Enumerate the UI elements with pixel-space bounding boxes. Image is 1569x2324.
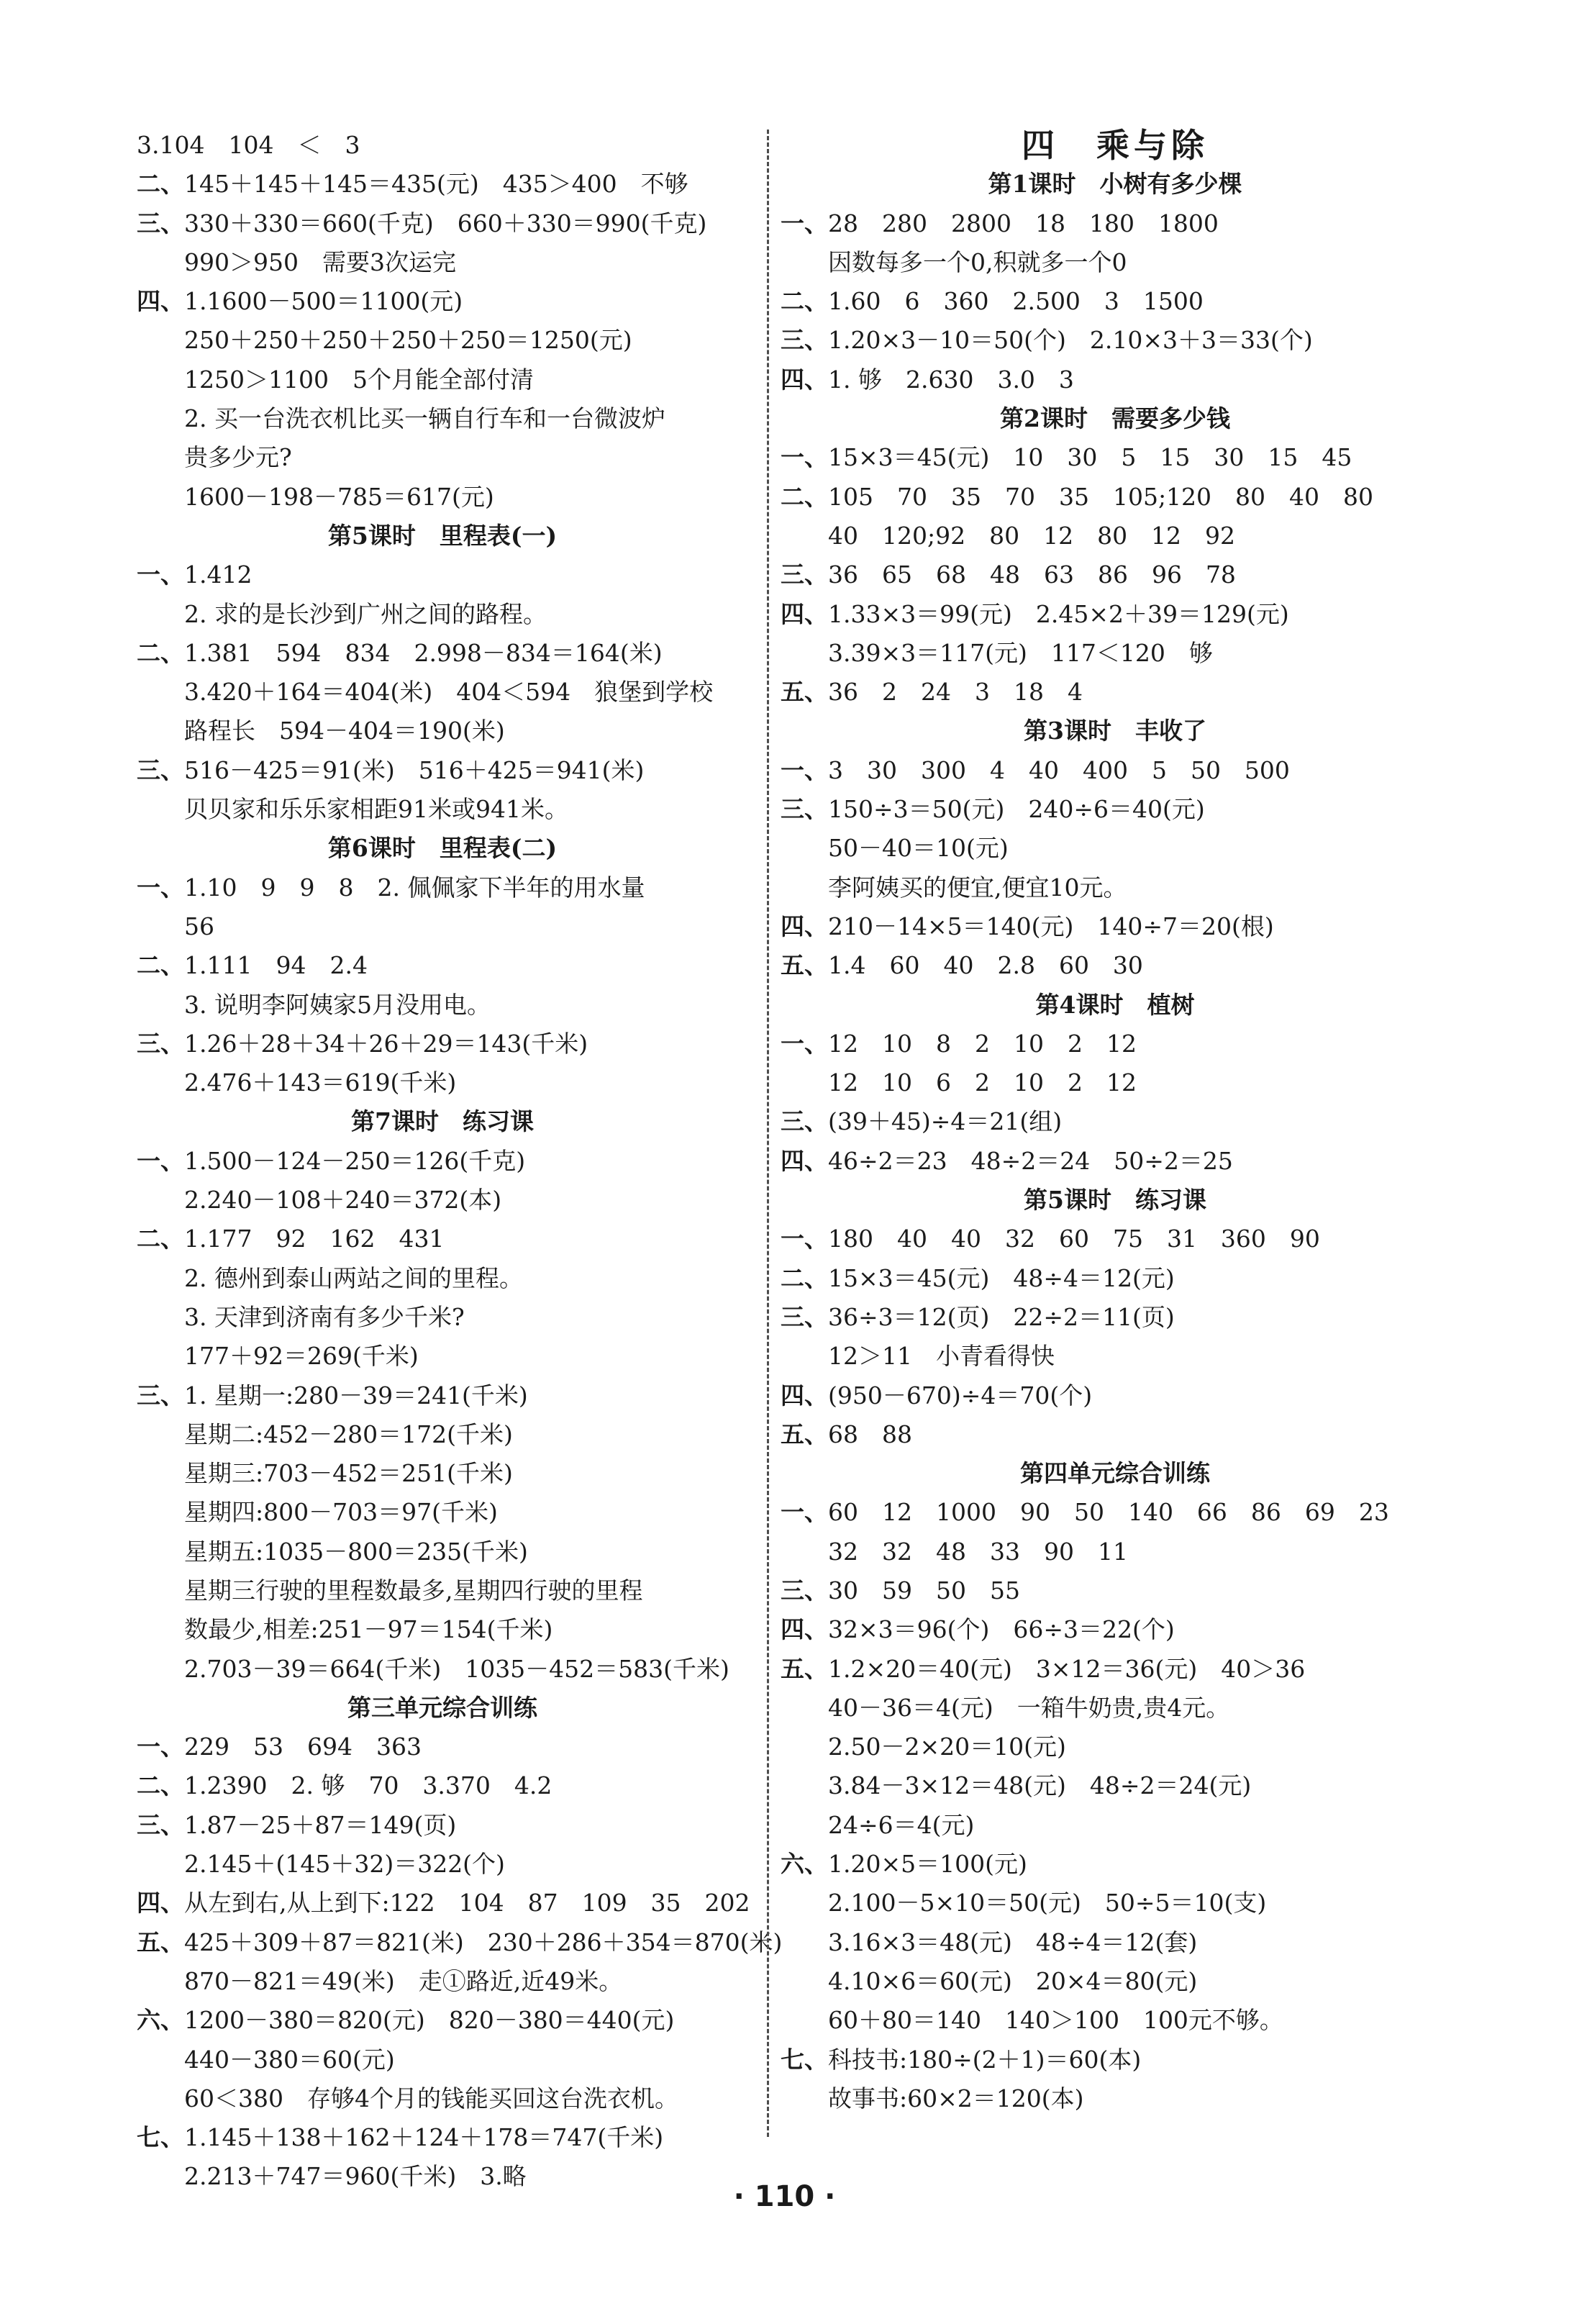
- section-heading: 第2课时 需要多少钱: [1000, 404, 1230, 433]
- answer-text: 星期四:800－703＝97(千米): [184, 1498, 498, 1527]
- answer-text: 440－380＝60(元): [184, 2045, 395, 2074]
- answer-line: [781, 1259, 1450, 1298]
- answer-line: [137, 673, 748, 712]
- question-number: 五、: [781, 1420, 828, 1448]
- answer-text: 3.84－3×12＝48(元) 48÷2＝24(元): [828, 1771, 1252, 1800]
- question-number: 二、: [137, 170, 184, 199]
- answer-text: 177＋92＝269(千米): [184, 1342, 419, 1371]
- answer-line: [781, 1845, 1450, 1884]
- question-number: 六、: [781, 1850, 828, 1879]
- answer-line: [137, 1063, 748, 1102]
- answer-text: 60＜380 存够4个月的钱能买回这台洗衣机。: [184, 2084, 678, 2112]
- answer-line: [781, 1493, 1450, 1532]
- answer-text: 3.16×3＝48(元) 48÷4＝12(套): [828, 1928, 1198, 1956]
- answer-text: 2. 求的是长沙到广州之间的路程。: [184, 599, 547, 628]
- question-number: 五、: [781, 1654, 828, 1683]
- answer-line: [781, 1220, 1450, 1258]
- answer-line: [137, 1181, 748, 1220]
- answer-line: [137, 634, 748, 673]
- answer-line: [781, 1102, 1450, 1141]
- section-heading: 第三单元综合训练: [347, 1693, 537, 1722]
- answer-text: 1.111 94 2.4: [184, 951, 368, 980]
- answer-line: [137, 1454, 748, 1493]
- answer-line: [781, 790, 1450, 829]
- answer-text: (39＋45)÷4＝21(组): [828, 1107, 1063, 1136]
- answer-text: 150÷3＝50(元) 240÷6＝40(元): [828, 795, 1205, 824]
- answer-line: [781, 1650, 1450, 1689]
- answer-text: 2.145＋(145＋32)＝322(个): [184, 1850, 505, 1879]
- answer-text: 990＞950 需要3次运完: [184, 248, 456, 276]
- answer-text: 1.381 594 834 2.998－834＝164(米): [184, 638, 663, 667]
- question-number: 四、: [137, 287, 184, 316]
- answer-line: [137, 243, 748, 282]
- answer-line: [781, 1063, 1450, 1102]
- question-number: 二、: [137, 1225, 184, 1253]
- answer-text: 210－14×5＝140(元) 140÷7＝20(根): [828, 912, 1274, 940]
- question-number: 四、: [781, 1146, 828, 1175]
- answer-line: [781, 1806, 1450, 1845]
- answer-line: [781, 478, 1450, 517]
- answer-text: 贝贝家和乐乐家相距91米或941米。: [184, 795, 568, 824]
- answer-text: 30 59 50 55: [828, 1576, 1020, 1604]
- answer-text: 数最少,相差:251－97＝154(千米): [184, 1615, 553, 1644]
- section-heading: 第四单元综合训练: [1020, 1459, 1210, 1488]
- answer-line: [137, 1923, 783, 1962]
- answer-text: 1.26＋28＋34＋26＋29＝143(千米): [184, 1029, 588, 1058]
- answer-text: 1. 星期一:280－39＝241(千米): [184, 1381, 528, 1410]
- answer-text: 李阿姨买的便宜,便宜10元。: [828, 873, 1127, 902]
- answer-line: [137, 1650, 748, 1689]
- question-number: 一、: [781, 209, 828, 237]
- answer-text: 60 12 1000 90 50 140 66 86 69 23: [828, 1498, 1389, 1527]
- answer-text: 250＋250＋250＋250＋250＝1250(元): [184, 326, 632, 355]
- answer-line: [137, 1962, 748, 2001]
- right-answer-column: [781, 126, 1450, 2118]
- question-number: 二、: [137, 638, 184, 667]
- answer-line: [781, 1142, 1450, 1181]
- column-divider: [767, 130, 769, 2137]
- answer-text: 2. 德州到泰山两站之间的里程。: [184, 1263, 523, 1292]
- question-number: 四、: [781, 365, 828, 394]
- answer-line: [137, 1533, 748, 1571]
- answer-line: [781, 673, 1450, 712]
- section-heading: 第3课时 丰收了: [1024, 717, 1206, 745]
- answer-text: 145＋145＋145＝435(元) 435＞400 不够: [184, 170, 688, 199]
- answer-line: [781, 204, 1450, 243]
- section-heading: 第7课时 练习课: [351, 1107, 534, 1136]
- answer-line: [137, 946, 748, 985]
- answer-text: 星期五:1035－800＝235(千米): [184, 1537, 528, 1566]
- answer-text: 1.60 6 360 2.500 3 1500: [828, 287, 1204, 316]
- answer-line: [781, 1025, 1450, 1063]
- answer-line: [137, 2041, 748, 2079]
- question-number: 一、: [137, 1146, 184, 1175]
- question-number: 三、: [781, 1302, 828, 1331]
- answer-text: 15×3＝45(元) 48÷4＝12(元): [828, 1263, 1175, 1292]
- question-number: 七、: [781, 2045, 828, 2074]
- question-number: 四、: [781, 599, 828, 628]
- answer-line: [137, 2001, 748, 2040]
- answer-text: 星期三:703－452＝251(千米): [184, 1459, 513, 1488]
- answer-text: 1.177 92 162 431: [184, 1225, 445, 1253]
- question-number: 三、: [137, 755, 184, 784]
- question-number: 三、: [137, 1381, 184, 1410]
- answer-text: 425＋309＋87＝821(米) 230＋286＋354＝870(米): [184, 1928, 783, 1956]
- answer-text: 1.2390 2. 够 70 3.370 4.2: [184, 1771, 552, 1800]
- answer-text: 2.703－39＝664(千米) 1035－452＝583(千米): [184, 1654, 729, 1683]
- answer-text: 68 88: [828, 1420, 912, 1448]
- answer-line: [137, 165, 748, 204]
- answer-text: 4.10×6＝60(元) 20×4＝80(元): [828, 1966, 1198, 1995]
- answer-line: [137, 868, 748, 907]
- answer-line: [137, 595, 748, 634]
- question-number: 四、: [781, 1381, 828, 1410]
- answer-text: 1.10 9 9 8 2. 佩佩家下半年的用水量: [184, 873, 645, 902]
- answer-line: [137, 1025, 748, 1063]
- question-number: 一、: [781, 443, 828, 472]
- answer-text: (950－670)÷4＝70(个): [828, 1381, 1093, 1410]
- answer-line: [781, 360, 1450, 399]
- answer-text: 1.20×3－10＝50(个) 2.10×3＋3＝33(个): [828, 326, 1313, 355]
- answer-line: [781, 2001, 1450, 2040]
- answer-text: 2.240－108＋240＝372(本): [184, 1186, 502, 1215]
- answer-line: [781, 555, 1450, 594]
- question-number: 三、: [137, 1810, 184, 1839]
- answer-text: 12＞11 小青看得快: [828, 1342, 1055, 1371]
- answer-line: [781, 2079, 1450, 2118]
- question-number: 四、: [781, 1615, 828, 1644]
- answer-text: 1600－198－785＝617(元): [184, 482, 494, 511]
- answer-text: 3. 说明李阿姨家5月没用电。: [184, 990, 491, 1019]
- answer-line: [781, 2041, 1450, 2079]
- answer-line: [781, 1610, 1450, 1649]
- answer-line: [781, 1923, 1450, 1962]
- answer-text: 3.39×3＝117(元) 117＜120 够: [828, 638, 1213, 667]
- answer-line: [137, 2118, 748, 2157]
- answer-line: [781, 1689, 1450, 1728]
- answer-line: [137, 282, 748, 321]
- answer-text: 1200－380＝820(元) 820－380＝440(元): [184, 2006, 675, 2035]
- question-number: 二、: [137, 951, 184, 980]
- answer-line: [137, 399, 748, 438]
- section-heading: 第4课时 植树: [1035, 990, 1195, 1019]
- answer-line: [137, 1493, 748, 1532]
- question-number: 三、: [781, 560, 828, 589]
- question-number: 一、: [781, 755, 828, 784]
- answer-text: 3. 天津到济南有多少千米?: [184, 1302, 465, 1331]
- answer-text: 1.33×3＝99(元) 2.45×2＋39＝129(元): [828, 599, 1289, 628]
- answer-text: 229 53 694 363: [184, 1733, 422, 1761]
- answer-line: [137, 360, 748, 399]
- question-number: 七、: [137, 2123, 184, 2152]
- question-number: 五、: [781, 678, 828, 707]
- answer-line: [137, 438, 748, 477]
- answer-text: 1250＞1100 5个月能全部付清: [184, 365, 534, 394]
- question-number: 五、: [137, 1928, 184, 1956]
- answer-line: [137, 790, 748, 829]
- answer-text: 12 10 8 2 10 2 12: [828, 1029, 1137, 1058]
- answer-text: 3.420＋164＝404(米) 404＜594 狼堡到学校: [184, 678, 714, 707]
- question-number: 一、: [137, 873, 184, 902]
- answer-text: 60＋80＝140 140＞100 100元不够。: [828, 2006, 1283, 2035]
- answer-text: 36 65 68 48 63 86 96 78: [828, 560, 1236, 589]
- answer-line: [137, 907, 748, 946]
- question-number: 二、: [781, 482, 828, 511]
- answer-text: 32 32 48 33 90 11: [828, 1537, 1128, 1566]
- question-number: 五、: [781, 951, 828, 980]
- answer-text: 3.104 104 ＜ 3: [137, 131, 360, 159]
- answer-line: [781, 282, 1450, 321]
- answer-line: [781, 243, 1450, 282]
- answer-line: [137, 1728, 748, 1766]
- answer-line: [781, 517, 1450, 555]
- answer-line: [781, 1415, 1450, 1454]
- page-number: · 110 ·: [733, 2180, 836, 2213]
- section-heading: 第6课时 里程表(二): [327, 834, 558, 863]
- answer-text: 50－40＝10(元): [828, 834, 1009, 863]
- answer-line: [781, 1884, 1450, 1923]
- section-heading: 第1课时 小树有多少棵: [988, 170, 1242, 199]
- answer-text: 贵多少元?: [184, 443, 292, 472]
- answer-text: 1.412: [184, 560, 253, 589]
- answer-line: [137, 1220, 748, 1258]
- answer-line: [781, 829, 1450, 868]
- answer-line: [137, 1806, 748, 1845]
- answer-text: 1. 够 2.630 3.0 3: [828, 365, 1074, 394]
- answer-line: [137, 751, 748, 790]
- section-heading: 第5课时 练习课: [1024, 1186, 1206, 1215]
- answer-text: 40－36＝4(元) 一箱牛奶贵,贵4元。: [828, 1693, 1230, 1722]
- answer-line: [781, 634, 1450, 673]
- answer-line: [781, 907, 1450, 946]
- answer-text: 870－821＝49(米) 走①路近,近49米。: [184, 1966, 623, 1995]
- answer-line: [137, 1571, 748, 1610]
- answer-text: 105 70 35 70 35 105;120 80 40 80: [828, 482, 1374, 511]
- question-number: 一、: [781, 1029, 828, 1058]
- answer-text: 36÷3＝12(页) 22÷2＝11(页): [828, 1302, 1175, 1331]
- question-number: 二、: [781, 287, 828, 316]
- answer-line: [781, 868, 1450, 907]
- answer-line: [137, 1610, 748, 1649]
- answer-line: [781, 1376, 1450, 1415]
- answer-line: [137, 126, 748, 165]
- question-number: 一、: [137, 1733, 184, 1761]
- answer-text: 2.476＋143＝619(千米): [184, 1068, 457, 1097]
- answer-text: 1.4 60 40 2.8 60 30: [828, 951, 1143, 980]
- answer-line: [781, 1337, 1450, 1376]
- answer-text: 2. 买一台洗衣机比买一辆自行车和一台微波炉: [184, 404, 665, 433]
- answer-text: 从左到右,从上到下:122 104 87 109 35 202: [184, 1889, 750, 1917]
- answer-text: 1.20×5＝100(元): [828, 1850, 1027, 1879]
- answer-line: [137, 712, 748, 750]
- answer-text: 180 40 40 32 60 75 31 360 90: [828, 1225, 1320, 1253]
- answer-text: 1.87－25＋87＝149(页): [184, 1810, 457, 1839]
- answer-line: [137, 986, 748, 1025]
- answer-text: 40 120;92 80 12 80 12 92: [828, 521, 1236, 550]
- question-number: 三、: [781, 795, 828, 824]
- question-number: 一、: [781, 1225, 828, 1253]
- answer-line: [137, 1298, 748, 1337]
- answer-text: 330＋330＝660(千克) 660＋330＝990(千克): [184, 209, 707, 237]
- answer-text: 46÷2＝23 48÷2＝24 50÷2＝25: [828, 1146, 1233, 1175]
- answer-line: [781, 438, 1450, 477]
- answer-line: [137, 1376, 748, 1415]
- answer-text: 故事书:60×2＝120(本): [828, 2084, 1084, 2112]
- answer-text: 24÷6＝4(元): [828, 1810, 975, 1839]
- answer-line: [781, 1533, 1450, 1571]
- answer-line: [781, 751, 1450, 790]
- question-number: 四、: [137, 1889, 184, 1917]
- answer-text: 1.145＋138＋162＋124＋178＝747(千米): [184, 2123, 664, 2152]
- answer-text: 36 2 24 3 18 4: [828, 678, 1083, 707]
- question-number: 三、: [781, 1107, 828, 1136]
- answer-text: 3 30 300 4 40 400 5 50 500: [828, 755, 1290, 784]
- question-number: 四、: [781, 912, 828, 940]
- answer-text: 因数每多一个0,积就多一个0: [828, 248, 1127, 276]
- answer-text: 56: [184, 912, 214, 940]
- answer-line: [781, 1766, 1450, 1805]
- answer-line: [137, 1259, 748, 1298]
- question-number: 二、: [781, 1263, 828, 1292]
- answer-text: 星期三行驶的里程数最多,星期四行驶的里程: [184, 1576, 643, 1604]
- answer-line: [781, 1728, 1450, 1766]
- answer-line: [137, 2079, 748, 2118]
- answer-line: [781, 946, 1450, 985]
- left-answer-column: [137, 126, 783, 2197]
- answer-line: [137, 1415, 748, 1454]
- question-number: 二、: [137, 1771, 184, 1800]
- answer-text: 1.500－124－250＝126(千克): [184, 1146, 526, 1175]
- answer-line: [781, 1962, 1450, 2001]
- answer-line: [781, 1298, 1450, 1337]
- answer-text: 路程长 594－404＝190(米): [184, 717, 505, 745]
- question-number: 三、: [781, 326, 828, 355]
- answer-text: 1.2×20＝40(元) 3×12＝36(元) 40＞36: [828, 1654, 1306, 1683]
- answer-text: 516－425＝91(米) 516＋425＝941(米): [184, 755, 645, 784]
- question-number: 三、: [137, 209, 184, 237]
- answer-text: 28 280 2800 18 180 1800: [828, 209, 1219, 237]
- answer-text: 星期二:452－280＝172(千米): [184, 1420, 513, 1448]
- answer-text: 1.1600－500＝1100(元): [184, 287, 463, 316]
- answer-line: [137, 1337, 748, 1376]
- answer-line: [137, 478, 748, 517]
- answer-line: [137, 1766, 748, 1805]
- question-number: 三、: [781, 1576, 828, 1604]
- answer-line: [137, 1884, 748, 1923]
- answer-text: 15×3＝45(元) 10 30 5 15 30 15 45: [828, 443, 1352, 472]
- answer-line: [137, 204, 748, 243]
- answer-text: 2.213＋747＝960(千米) 3.略: [184, 2162, 527, 2191]
- answer-line: [781, 1571, 1450, 1610]
- answer-text: 2.50－2×20＝10(元): [828, 1733, 1066, 1761]
- unit-title: 四 乘与除: [1022, 126, 1209, 165]
- answer-text: 科技书:180÷(2＋1)＝60(本): [828, 2045, 1142, 2074]
- question-number: 一、: [137, 560, 184, 589]
- answer-line: [137, 555, 748, 594]
- question-number: 三、: [137, 1029, 184, 1058]
- answer-line: [137, 1142, 748, 1181]
- answer-line: [781, 321, 1450, 360]
- answer-text: 32×3＝96(个) 66÷3＝22(个): [828, 1615, 1175, 1644]
- answer-line: [137, 1845, 748, 1884]
- answer-text: 12 10 6 2 10 2 12: [828, 1068, 1137, 1097]
- section-heading: 第5课时 里程表(一): [327, 521, 558, 550]
- answer-line: [137, 321, 748, 360]
- question-number: 一、: [781, 1498, 828, 1527]
- question-number: 六、: [137, 2006, 184, 2035]
- answer-text: 2.100－5×10＝50(元) 50÷5＝10(支): [828, 1889, 1267, 1917]
- answer-line: [781, 595, 1450, 634]
